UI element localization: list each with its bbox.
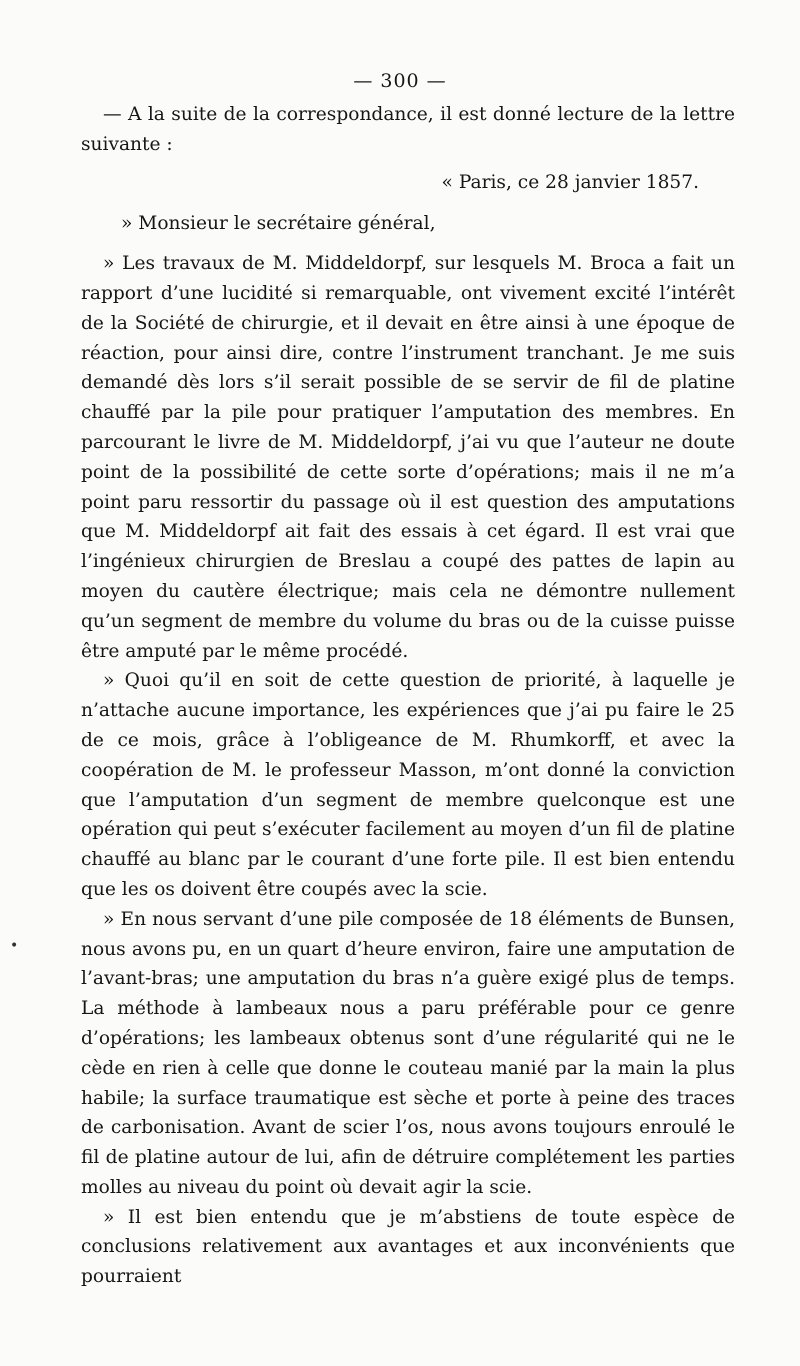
intro-paragraph: — A la suite de la correspondance, il est donné lecture de la lettre suivante : [81,104,735,155]
page-number: — 300 — [353,70,447,92]
letter-paragraph-1: » Les travaux de M. Middeldorpf, sur lesquels M. Broca a fait un rapport d’une lucidité si remarquable, ont vivement excité l’intérêt de la Société de chirurgie, et il devait en être ainsi à une époque de réaction, pour ainsi dire, contre l’instrument tranchant. Je me suis demandé dès lors s’il serait possible de se servir de fil de platine chauffé par la pile pour pratiquer l’amputation des membres. En parcourant le livre de M. Middeldorpf, j’ai vu que l’auteur ne doute point de la possibilité de cette sorte d’opérations; mais il ne m’a point paru ressortir du passage où il est question des amputations que M. Middeldorpf ait fait des essais à cet égard. Il est vrai que l’ingénieux chirurgien de Breslau a coupé des pattes de lapin au moyen du cautère électrique; mais cela ne démontre nullement qu’un segment de membre du volume du bras ou de la cuisse puisse être amputé par le même procédé. [81,253,735,662]
body-text [81,100,735,1292]
letter-salutation: » Monsieur le secrétaire général, [121,213,436,235]
letter-paragraph-2: » Quoi qu’il en soit de cette question de priorité, à laquelle je n’attache aucune importance, les expériences que j’ai pu faire le 25 de ce mois, grâce à l’obligeance de M. Rhumkorff, et avec la coopération de M. le professeur Masson, m’ont donné la conviction que l’amputation d’un segment de membre quelconque est une opération qui peut s’exécuter facilement au moyen d’un fil de platine chauffé au blanc par le courant d’une forte pile. Il est bien entendu que les os doivent être coupés avec la scie. [81,670,735,900]
letter-paragraph-4: » Il est bien entendu que je m’abstiens de toute espèce de conclusions relativement aux avantages et aux inconvénients que pourraient [81,1206,735,1288]
letter-paragraph-3: » En nous servant d’une pile composée de 18 éléments de Bunsen, nous avons pu, en un quart d’heure environ, faire une amputation de l’avant-bras; une amputation du bras n’a guère exigé plus de temps. La méthode à lambeaux nous a paru préférable pour ce genre d’opérations; les lambeaux obtenus sont d’une régularité qui ne le cède en rien à celle que donne le couteau manié par la main la plus habile; la surface traumatique est sèche et porte à peine des traces de carbonisation. Avant de scier l’os, nous avons toujours enroulé le fil de platine autour de lui, afin de détruire complétement les parties molles au niveau du point où devait agir la scie. [81,908,735,1198]
margin-speck: • [10,938,19,954]
letter-dateline: « Paris, ce 28 janvier 1857. [441,171,699,193]
